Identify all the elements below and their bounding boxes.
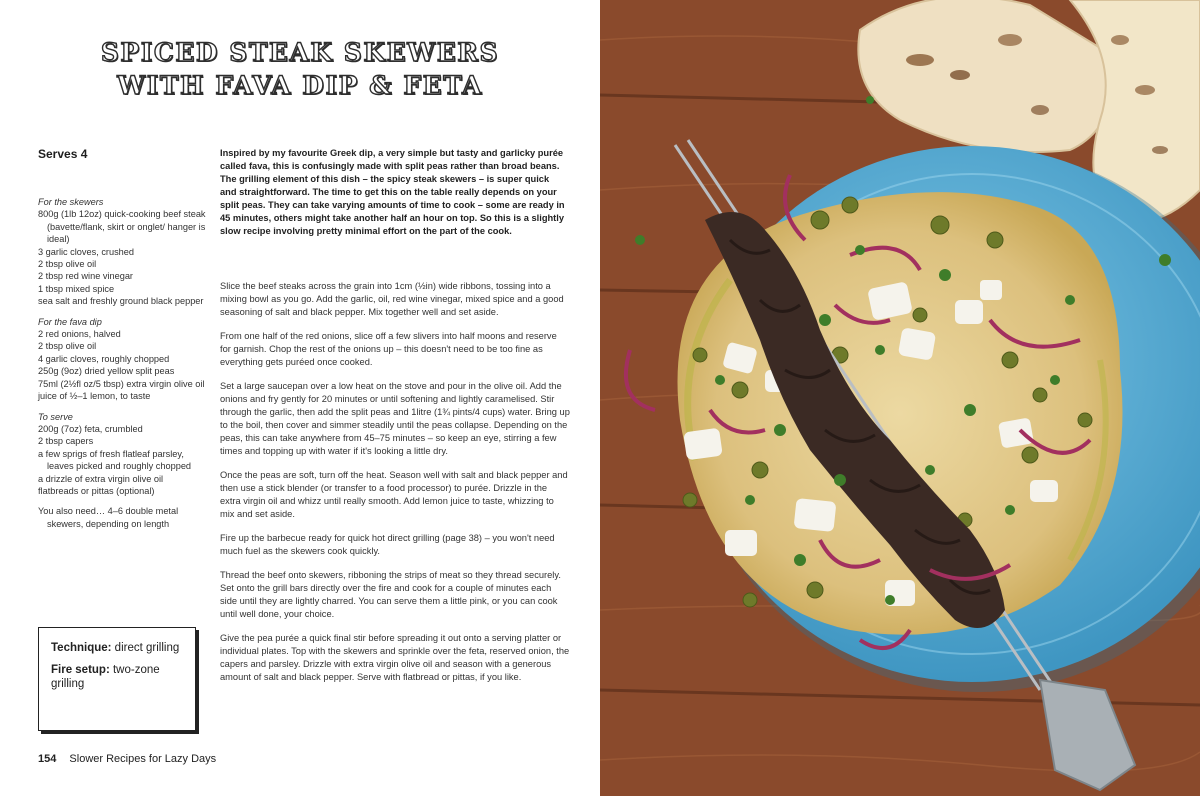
method-step: Give the pea purée a quick final stir before spreading it out onto a serving platter or individual plates. Top with the skewers and sprinkle over the feta, reserved onion, the capers and parsley. Drizzle with extra virgin olive oil and season with a generous amount of salt and black pepper. Serve with flatbread or pittas, if you like.	[220, 633, 570, 682]
method-step: Slice the beef steaks across the grain into 1cm (½in) wide ribbons, tossing into a mixing bowl as you go. Add the garlic, oil, red wine vinegar, mixed spice and a good seasoning of salt and black pepper. Mix together well and set aside.	[220, 281, 564, 317]
title-line-2: WITH FAVA DIP & FETA	[117, 71, 483, 100]
ingredient-group-heading: For the fava dip	[38, 316, 102, 327]
ingredient-item: a drizzle of extra virgin olive oil	[38, 473, 164, 484]
ingredient-item: flatbreads or pittas (optional)	[38, 485, 155, 496]
ingredient-group	[38, 316, 206, 403]
ingredient-item: juice of ½–1 lemon, to taste	[38, 391, 151, 402]
ingredient-group	[38, 411, 206, 498]
ingredient-item: 2 tbsp capers	[38, 436, 94, 447]
running-title: Slower Recipes for Lazy Days	[69, 753, 217, 765]
method-step: From one half of the red onions, slice off a few slivers into half moons and reserve for garnish. Chop the rest of the onions up – this doesn't need to be too fine as everything gets puréed once cooked.	[220, 331, 557, 367]
intro-paragraph: Inspired by my favourite Greek dip, a very simple but tasty and garlicky purée called fava, this is confusingly made with split peas rather than broad beans. The grilling element of this dish – the spicy steak skewers – is super quick and straightforward. The time to get this on the table really depends on your split peas. They can take varying amounts of time to cook – some are ready in 45 minutes, others might take another half an hour on top. So this is a slightly slow recipe involving pretty minimal effort on the part of the cook.	[220, 148, 565, 236]
ingredient-item: sea salt and freshly ground black pepper	[38, 296, 204, 307]
ingredients-list	[38, 196, 206, 530]
recipe-title	[0, 36, 600, 102]
ingredient-item: 200g (7oz) feta, crumbled	[38, 423, 143, 434]
ingredient-item: 250g (9oz) dried yellow split peas	[38, 366, 175, 377]
ingredient-item: 2 tbsp olive oil	[38, 341, 97, 352]
technique-box	[38, 627, 196, 731]
fire-setup-label: Fire setup:	[51, 664, 110, 676]
ingredient-item: 2 tbsp red wine vinegar	[38, 271, 133, 282]
ingredient-item: 2 tbsp olive oil	[38, 259, 97, 270]
technique-label: Technique:	[51, 642, 112, 654]
ingredient-group-heading: For the skewers	[38, 197, 104, 207]
ingredient-group-heading: To serve	[38, 411, 73, 422]
ingredient-item: 3 garlic cloves, crushed	[38, 246, 135, 257]
method-steps	[220, 280, 570, 695]
method-step: Set a large saucepan over a low heat on the stove and pour in the olive oil. Add the onions and fry gently for 20 minutes or until softening and lightly caramelised. Stir through the garlic, then add the split peas and 1litre (1¾ pints/4 cups) water. Bring up to the boil, then cover and simmer steadily until the peas collapse. Depending on the peas, this can take anywhere from 45–75 minutes – so keep an eye, stirring a few times and topping up with water if it's looking a little dry.	[220, 381, 570, 456]
page-footer	[38, 753, 216, 765]
serves-label: Serves 4	[38, 147, 88, 161]
you-also-need-note: You also need… 4–6 double metal skewers, depending on length	[38, 506, 179, 529]
technique-line	[51, 641, 183, 655]
ingredient-item: 4 garlic cloves, roughly chopped	[38, 353, 170, 364]
ingredient-item: 1 tbsp mixed spice	[38, 283, 115, 294]
ingredient-group	[38, 196, 206, 308]
technique-value: direct grilling	[111, 642, 180, 654]
ingredient-item: 75ml (2½fl oz/5 tbsp) extra virgin olive oil	[38, 378, 205, 389]
method-step: Fire up the barbecue ready for quick hot direct grilling (page 38) – you won't need much fuel as the skewers cook quickly.	[220, 533, 555, 556]
skewer-plate-illustration	[600, 0, 1200, 796]
ingredient-item: 2 red onions, halved	[38, 329, 121, 340]
method-step: Thread the beef onto skewers, ribboning the strips of meat so they thread securely. Set onto the grill bars directly over the fire and cook for a couple of minutes each side until they are lightly charred. You can serve them a little pink, or you can cook until well done, your choice.	[220, 570, 561, 619]
fire-setup-line	[51, 663, 183, 691]
page-number: 154	[38, 753, 57, 765]
ingredient-item: 800g (1lb 12oz) quick-cooking beef steak (bavette/flank, skirt or onglet/ hanger is ideal)	[38, 209, 206, 245]
dish-photo	[600, 0, 1200, 796]
ingredient-item: a few sprigs of fresh flatleaf parsley, leaves picked and roughly chopped	[38, 448, 192, 472]
method-step: Once the peas are soft, turn off the heat. Season well with salt and black pepper and then use a stick blender (or transfer to a food processor) to purée. Drizzle in the extra virgin oil and whizz until really smooth. Add lemon juice to taste, whizzing to mix and set aside.	[220, 470, 568, 519]
title-line-1: SPICED STEAK SKEWERS	[100, 38, 500, 67]
fire-setup-value: two-zone grilling	[51, 664, 160, 690]
